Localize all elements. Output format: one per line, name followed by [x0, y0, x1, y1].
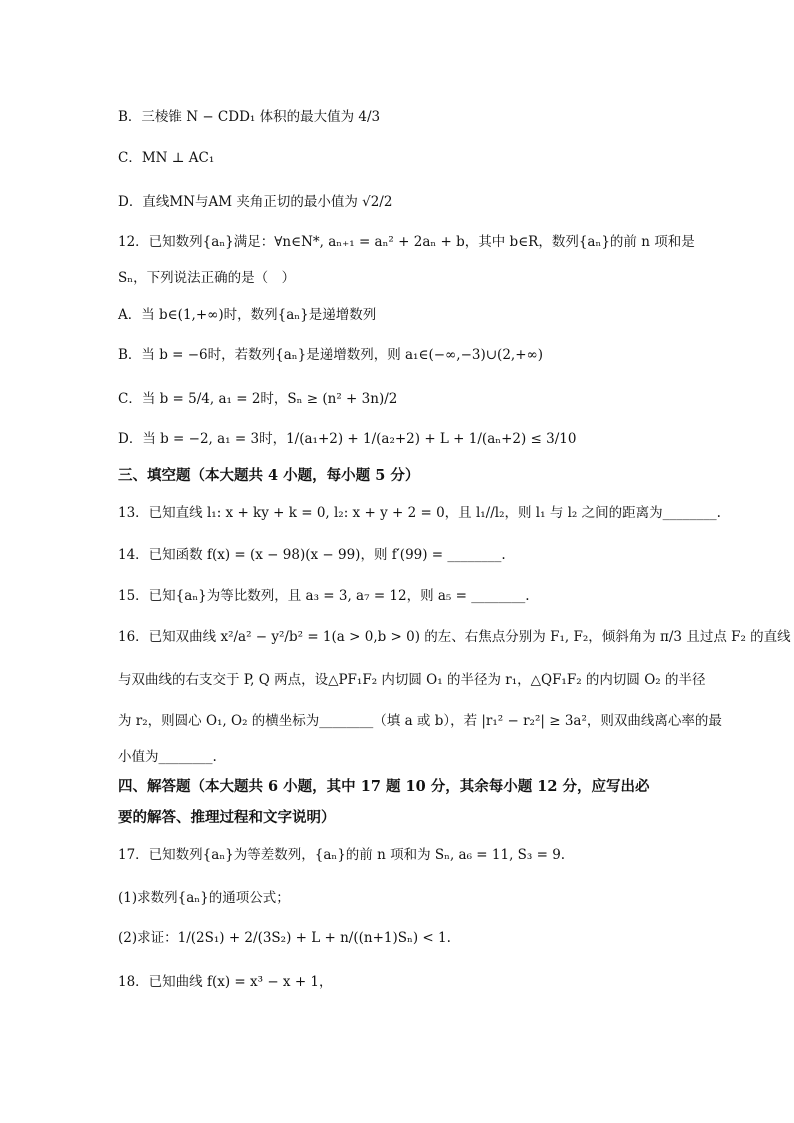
- question-12-line-1: 12．已知数列{aₙ}满足：∀n∈N*, aₙ₊₁ = aₙ² + 2aₙ + b，其中 b∈R，数列{aₙ}的前 n 项和是: [118, 234, 695, 250]
- question-16-line-1: 16．已知双曲线 x²/a² − y²/b² = 1(a > 0,b > 0) 的左、右焦点分别为 F₁, F₂，倾斜角为 π/3 且过点 F₂ 的直线: [118, 629, 791, 645]
- option-11-d: D．直线MN与AM 夹角正切的最小值为 √2/2: [118, 194, 393, 210]
- question-13: 13．已知直线 l₁: x + ky + k = 0, l₂: x + y + 2 = 0，且 l₁//l₂，则 l₁ 与 l₂ 之间的距离为________.: [118, 505, 721, 521]
- question-16-line-2: 与双曲线的右支交于 P, Q 两点，设△PF₁F₂ 内切圆 O₁ 的半径为 r₁，△QF₁F₂ 的内切圆 O₂ 的半径: [118, 672, 706, 688]
- option-11-c: C．MN ⊥ AC₁: [118, 150, 215, 166]
- question-17-part-1: (1)求数列{aₙ}的通项公式；: [118, 890, 290, 906]
- option-12-a: A．当 b∈(1,+∞)时，数列{aₙ}是递增数列: [118, 307, 377, 323]
- section-4-heading-line-2: 要的解答、推理过程和文字说明）: [118, 809, 336, 826]
- section-3-heading: 三、填空题（本大题共 4 小题，每小题 5 分）: [118, 467, 420, 484]
- option-12-c: C．当 b = 5/4, a₁ = 2时，Sₙ ≥ (n² + 3n)/2: [118, 391, 398, 407]
- question-18: 18．已知曲线 f(x) = x³ − x + 1，: [118, 974, 333, 990]
- question-17: 17．已知数列{aₙ}为等差数列，{aₙ}的前 n 项和为 Sₙ, a₆ = 11, S₃ = 9.: [118, 847, 566, 863]
- option-12-b: B．当 b = −6时，若数列{aₙ}是递增数列，则 a₁∈(−∞,−3)∪(2,+∞): [118, 347, 544, 363]
- question-15: 15．已知{aₙ}为等比数列，且 a₃ = 3, a₇ = 12，则 a₅ = ________.: [118, 588, 530, 604]
- question-16-line-3: 为 r₂，则圆心 O₁, O₂ 的横坐标为________（填 a 或 b），若 |r₁² − r₂²| ≥ 3a²，则双曲线离心率的最: [118, 713, 722, 729]
- section-4-heading-line-1: 四、解答题（本大题共 6 小题，其中 17 题 10 分，其余每小题 12 分，应写出必: [118, 778, 650, 795]
- option-12-d: D．当 b = −2, a₁ = 3时，1/(a₁+2) + 1/(a₂+2) + L + 1/(aₙ+2) ≤ 3/10: [118, 431, 577, 447]
- question-16-line-4: 小值为________.: [118, 749, 217, 765]
- option-11-b: B．三棱锥 N − CDD₁ 体积的最大值为 4/3: [118, 109, 381, 125]
- question-17-part-2: (2)求证：1/(2S₁) + 2/(3S₂) + L + n/((n+1)Sₙ) < 1.: [118, 930, 451, 946]
- question-12-line-2: Sₙ，下列说法正确的是（ ）: [118, 270, 296, 286]
- question-14: 14．已知函数 f(x) = (x − 98)(x − 99)，则 f′(99) = ________.: [118, 547, 506, 563]
